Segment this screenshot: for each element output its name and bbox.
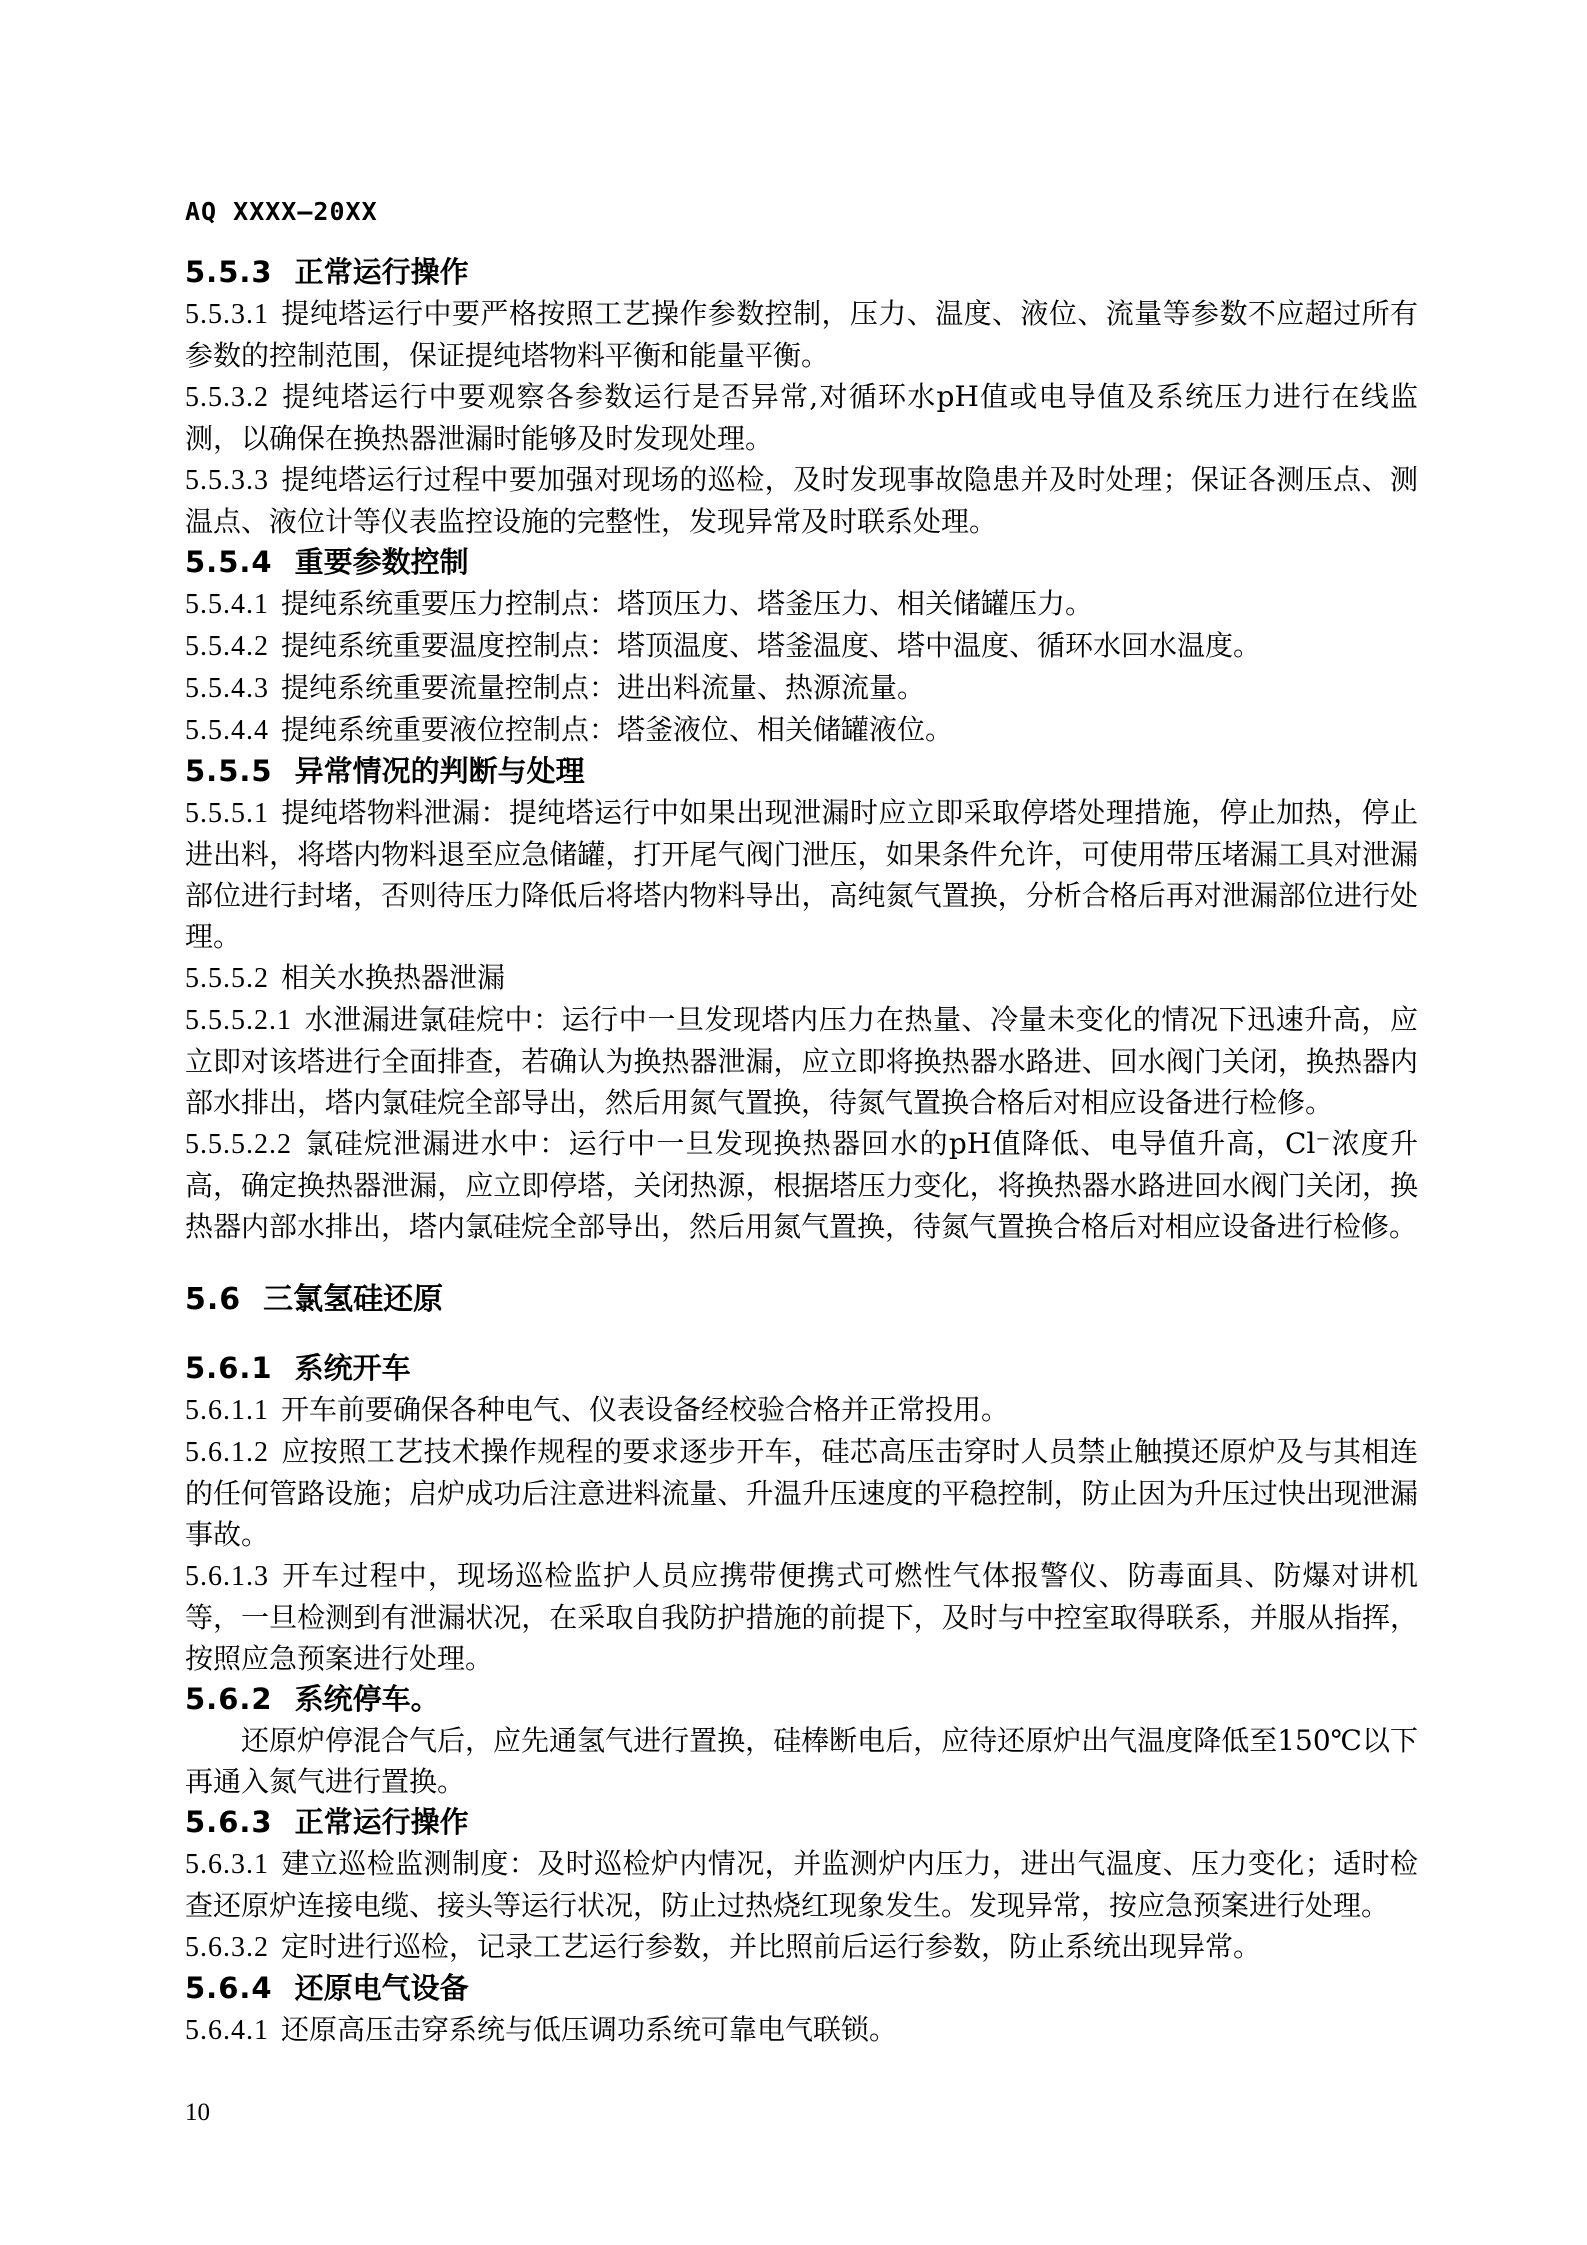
clause-number: 5.5.4.2 xyxy=(185,631,269,662)
clause-text: 应按照工艺技术操作规程的要求逐步开车，硅芯高压击穿时人员禁止触摸还原炉及与其相连的任何管路设施；启炉成功后注意进料流量、升温升压速度的平稳控制，防止因为升压过快出现泄漏事故。 xyxy=(185,1435,1418,1551)
clause-text: 还原高压击穿系统与低压调功系统可靠电气联锁。 xyxy=(281,2013,898,2046)
clause-number: 5.6.2 xyxy=(185,1682,273,1716)
clause-text: 提纯系统重要流量控制点：进出料流量、热源流量。 xyxy=(281,671,926,704)
clause-paragraph-5-6-3-2 xyxy=(185,1926,1418,1968)
clause-paragraph-5-5-5-1 xyxy=(185,792,1418,957)
clause-number: 5.5.3.3 xyxy=(185,465,269,496)
document-code-header: AQ XXXX—20XX xyxy=(185,197,378,226)
clause-heading-5-5-4 xyxy=(185,542,1418,583)
clause-number: 5.6.3.2 xyxy=(185,1932,269,1963)
clause-text: 还原炉停混合气后，应先通氢气进行置换，硅棒断电后，应待还原炉出气温度降低至150℃以下再通入氮气进行置换。 xyxy=(185,1724,1418,1798)
clause-number: 5.6.1.2 xyxy=(185,1437,269,1468)
clause-text: 开车过程中，现场巡检监护人员应携带便携式可燃性气体报警仪、防毒面具、防爆对讲机等，一旦检测到有泄漏状况，在采取自我防护措施的前提下，及时与中控室取得联系，并服从指挥，按照应急预案进行处理。 xyxy=(185,1559,1418,1675)
clause-heading-5-5-3 xyxy=(185,252,1418,293)
section-heading-5-6 xyxy=(185,1279,1418,1320)
clause-heading-5-6-2 xyxy=(185,1679,1418,1720)
clause-title: 系统停车。 xyxy=(294,1682,440,1716)
clause-number: 5.5.4.4 xyxy=(185,715,269,746)
clause-text: 提纯系统重要温度控制点：塔顶温度、塔釜温度、塔中温度、循环水回水温度。 xyxy=(281,629,1262,662)
clause-number: 5.5.3.1 xyxy=(185,299,269,330)
clause-text: 提纯塔运行过程中要加强对现场的巡检，及时发现事故隐患并及时处理；保证各测压点、测温点、液位计等仪表监控设施的完整性，发现异常及时联系处理。 xyxy=(185,463,1418,538)
clause-number: 5.5.5.2.2 xyxy=(185,1129,292,1160)
clause-heading-5-6-4 xyxy=(185,1968,1418,2009)
clause-heading-5-5-5 xyxy=(185,751,1418,792)
section-title: 三氯氢硅还原 xyxy=(263,1282,444,1317)
clause-number: 5.6.1.1 xyxy=(185,1395,269,1426)
clause-heading-5-6-3 xyxy=(185,1802,1418,1843)
clause-number: 5.6.4 xyxy=(185,1971,273,2005)
clause-paragraph-5-5-4-1 xyxy=(185,583,1418,625)
clause-heading-5-6-1 xyxy=(185,1348,1418,1389)
clause-paragraph-5-5-3-2 xyxy=(185,376,1418,459)
clause-text: 水泄漏进氯硅烷中：运行中一旦发现塔内压力在热量、冷量未变化的情况下迅速升高，应立即对该塔进行全面排查，若确认为换热器泄漏，应立即将换热器水路进、回水阀门关闭，换热器内部水排出，塔内氯硅烷全部导出，然后用氮气置换，待氮气置换合格后对相应设备进行检修。 xyxy=(185,1003,1418,1119)
page-number: 10 xyxy=(185,2099,210,2126)
clause-paragraph-5-5-3-1 xyxy=(185,293,1418,376)
clause-text: 提纯系统重要压力控制点：塔顶压力、塔釜压力、相关储罐压力。 xyxy=(281,587,1094,620)
clause-paragraph-5-5-4-4 xyxy=(185,709,1418,751)
clause-title: 正常运行操作 xyxy=(294,255,469,289)
clause-paragraph-5-6-1-1 xyxy=(185,1389,1418,1431)
clause-text: 开车前要确保各种电气、仪表设备经校验合格并正常投用。 xyxy=(281,1393,1010,1426)
clause-title: 正常运行操作 xyxy=(294,1805,469,1839)
clause-text: 相关水换热器泄漏 xyxy=(281,961,506,994)
clause-number: 5.5.3 xyxy=(185,255,273,289)
clause-number: 5.5.5.1 xyxy=(185,798,269,829)
clause-title: 重要参数控制 xyxy=(294,545,469,579)
clause-number: 5.5.4 xyxy=(185,545,273,579)
clause-number: 5.5.5 xyxy=(185,754,273,788)
clause-paragraph-5-6-2-body xyxy=(185,1720,1418,1802)
clause-paragraph-5-6-4-1 xyxy=(185,2009,1418,2051)
clause-paragraph-5-6-1-2 xyxy=(185,1431,1418,1555)
clause-paragraph-5-5-3-3 xyxy=(185,459,1418,542)
clause-text: 提纯塔运行中要观察各参数运行是否异常,对循环水pH值或电导值及系统压力进行在线监测，以确保在换热器泄漏时能够及时发现处理。 xyxy=(185,380,1418,455)
clause-number: 5.6.4.1 xyxy=(185,2015,269,2046)
clause-number: 5.6.1.3 xyxy=(185,1561,269,1592)
clause-title: 系统开车 xyxy=(294,1351,411,1385)
clause-number: 5.6.1 xyxy=(185,1351,273,1385)
clause-text: 建立巡检监测制度：及时巡检炉内情况，并监测炉内压力，进出气温度、压力变化；适时检查还原炉连接电缆、接头等运行状况，防止过热烧红现象发生。发现异常，按应急预案进行处理。 xyxy=(185,1847,1418,1922)
clause-paragraph-5-5-4-2 xyxy=(185,625,1418,667)
clause-text: 氯硅烷泄漏进水中：运行中一旦发现换热器回水的pH值降低、电导值升高，Cl⁻浓度升高，确定换热器泄漏，应立即停塔，关闭热源，根据塔压力变化，将换热器水路进回水阀门关闭，换热器内部水排出，塔内氯硅烷全部导出，然后用氮气置换，待氮气置换合格后对相应设备进行检修。 xyxy=(185,1127,1418,1243)
clause-number: 5.5.5.2.1 xyxy=(185,1005,292,1036)
clause-title: 还原电气设备 xyxy=(294,1971,469,2005)
clause-number: 5.5.3.2 xyxy=(185,382,269,413)
clause-paragraph-5-6-1-3 xyxy=(185,1555,1418,1679)
clause-paragraph-5-5-5-2-2 xyxy=(185,1123,1418,1247)
document-content xyxy=(185,0,1418,2051)
clause-title: 异常情况的判断与处理 xyxy=(294,754,585,788)
clause-title-5-5-5-2 xyxy=(185,957,1418,999)
clause-number: 5.5.5.2 xyxy=(185,963,269,994)
clause-paragraph-5-5-4-3 xyxy=(185,667,1418,709)
clause-text: 提纯系统重要液位控制点：塔釜液位、相关储罐液位。 xyxy=(281,713,954,746)
clause-paragraph-5-6-3-1 xyxy=(185,1843,1418,1926)
clause-number: 5.6.3.1 xyxy=(185,1849,269,1880)
clause-number: 5.6.3 xyxy=(185,1805,273,1839)
section-number: 5.6 xyxy=(185,1282,242,1317)
clause-text: 提纯塔物料泄漏：提纯塔运行中如果出现泄漏时应立即采取停塔处理措施，停止加热，停止进出料，将塔内物料退至应急储罐，打开尾气阀门泄压，如果条件允许，可使用带压堵漏工具对泄漏部位进行封堵，否则待压力降低后将塔内物料导出，高纯氮气置换，分析合格后再对泄漏部位进行处理。 xyxy=(185,796,1418,953)
clause-number: 5.5.4.1 xyxy=(185,589,269,620)
clause-text: 定时进行巡检，记录工艺运行参数，并比照前后运行参数，防止系统出现异常。 xyxy=(281,1930,1262,1963)
clause-text: 提纯塔运行中要严格按照工艺操作参数控制，压力、温度、液位、流量等参数不应超过所有参数的控制范围，保证提纯塔物料平衡和能量平衡。 xyxy=(185,297,1418,372)
clause-paragraph-5-5-5-2-1 xyxy=(185,999,1418,1123)
clause-number: 5.5.4.3 xyxy=(185,673,269,704)
